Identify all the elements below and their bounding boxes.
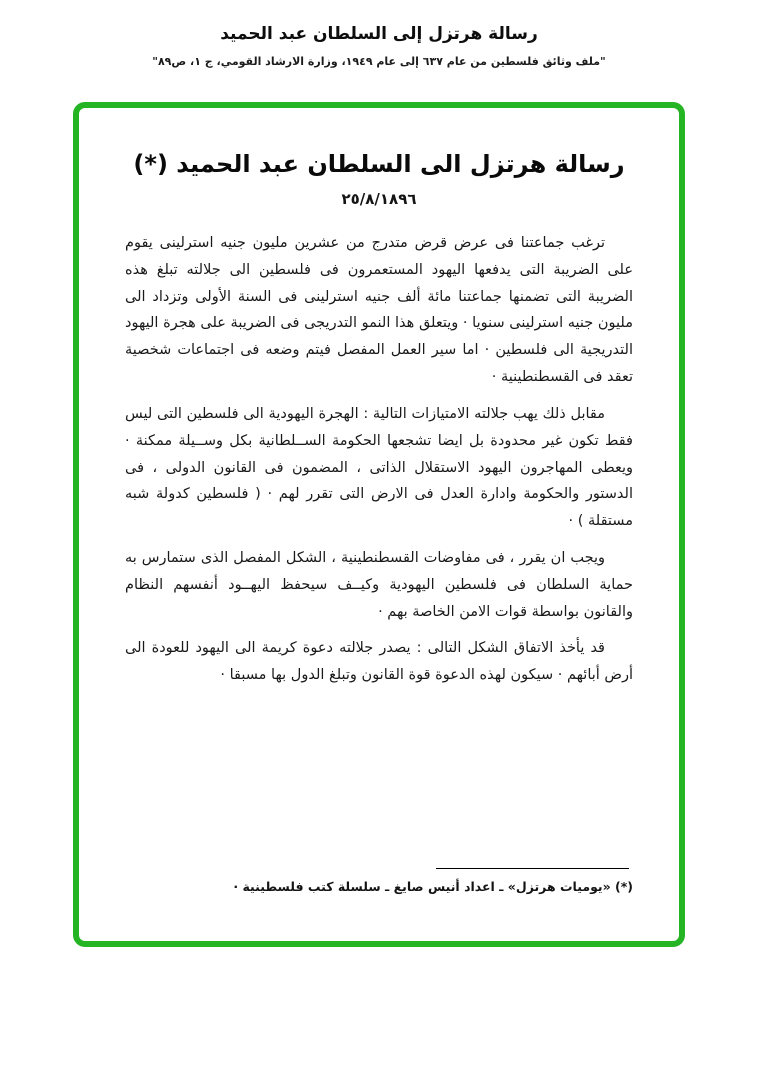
- source-citation: "ملف وثائق فلسطين من عام ٦٣٧ إلى عام ١٩٤٩، وزارة الارشاد القومي، ج ١، ص٨٩": [152, 55, 606, 68]
- footnote-divider: [436, 868, 629, 869]
- letter-title: رسالة هرتزل الى السلطان عبد الحميد (*): [133, 150, 625, 178]
- footnote: (*) «يوميات هرتزل» ـ اعداد أنيس صايغ ـ سلسلة كتب فلسطينية ·: [233, 879, 633, 894]
- paragraph: قد يأخذ الاتفاق الشكل التالى : يصدر جلالته دعوة كريمة الى اليهود للعودة الى أرض أبائهم · سيكون لهذه الدعوة قوة القانون وتبلغ الدول بها مسبقا ·: [125, 640, 633, 684]
- paragraph: مقابل ذلك يهب جلالته الامتيازات التالية : الهجرة اليهودية الى فلسطين التى ليس فقط تكون غير محدودة بل ايضا تشجعها الحكومة الســلطانية بكل وســيلة ممكنة · ويعطى المهاجرون اليهود الاستقلال الذاتى ، المضمون فى القانون الدولى ، فى الدستور والحكومة وادارة العدل فى الارض التى تقرر لهم · ( فلسطين كدولة شبه مستقلة ) ·: [125, 405, 633, 530]
- paragraph: ويجب ان يقرر ، فى مفاوضات القسطنطينية ، الشكل المفصل الذى ستمارس به حماية السلطان فى فلسطين اليهودية وكيــف سيحفظ اليهــود أنفسهم النظام والقانون بواسطة قوات الامن الخاصة بهم ·: [125, 549, 633, 620]
- footnote-area: [125, 860, 633, 897]
- document-header: [0, 0, 758, 68]
- letter-frame: [73, 102, 685, 947]
- letter-body: [125, 230, 633, 699]
- letter-date: ٢٥/٨/١٨٩٦: [341, 190, 417, 208]
- paragraph: ترغب جماعتنا فى عرض قرض متدرج من عشرين مليون جنيه استرلينى يقوم على الضريبة التى يدفعها اليهود المستعمرون فى فلسطين الى جلالته تبلغ هذه الضريبة التى تضمنها جماعتنا مائة ألف جنيه استرلينى فى السنة الأولى وتزداد الى مليون جنيه استرلينى سنويا · ويتعلق هذا النمو التدريجى فى الضريبة على هجرة اليهود التدريجية الى فلسطين · اما سير العمل المفصل فيتم وضعه فى اجتماعات شخصية تعقد فى القسطنطينية ·: [125, 235, 633, 386]
- page-title: رسالة هرتزل إلى السلطان عبد الحميد: [220, 24, 538, 44]
